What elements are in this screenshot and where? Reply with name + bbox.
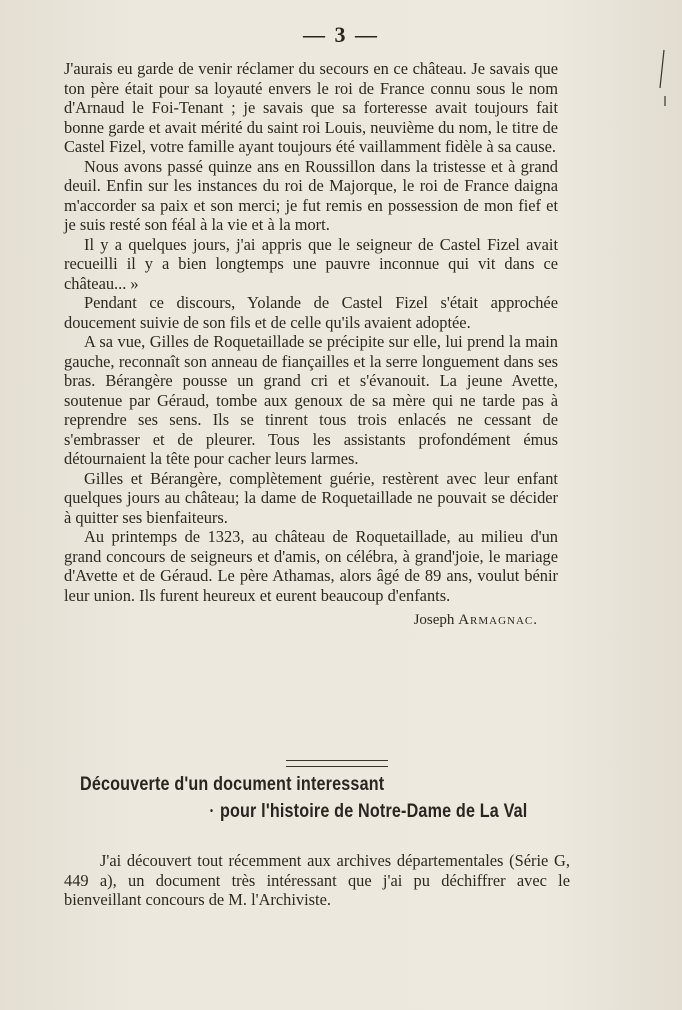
bullet-icon: • <box>210 806 214 818</box>
author-signature <box>64 611 558 631</box>
section-divider <box>286 760 388 767</box>
section-paragraph: J'ai découvert tout récemment aux archives départementales (Série G, 449 a), un document très intéressant que j'ai pu déchiffrer avec le bienveillant concours de M. l'Archiviste. <box>64 851 570 909</box>
section-heading-line-2-text: pour l'histoire de Notre-Dame de La Val <box>219 801 528 822</box>
paragraph: J'aurais eu garde de venir réclamer du secours en ce château. Je savais que ton père était pour sa loyauté envers le roi de France connu sous le nom d'Arnaud le Foi-Tenant ; je savais que sa forteresse avait toujours fait bonne garde et avait mérité du saint roi Louis, neuvième du nom, le titre de Castel Fizel, votre famille ayant toujours été vaillamment fidèle à sa cause. <box>64 59 558 156</box>
paragraph: Au printemps de 1323, au château de Roquetaillade, au milieu d'un grand concours de seigneurs et d'amis, on célébra, à grand'joie, le mariage d'Avette et de Géraud. Le père Athamas, alors âgé de 89 ans, voulut bénir leur union. Ils furent heureux et eurent beaucoup d'enfants. <box>64 527 558 605</box>
margin-pencil-mark <box>654 48 670 108</box>
paragraph: A sa vue, Gilles de Roquetaillade se précipite sur elle, lui prend la main gauche, reconnaît son anneau de fiançailles et la serre longuement dans ses bras. Bérangère pousse un grand cri et s'évanouit. La jeune Avette, soutenue par Géraud, tombe aux genoux de sa mère qui ne tarde pas à reprendre ses sens. Ils se tinrent tous trois enlacés ne cessant de s'embrasser et de pleurer. Tous les assistants profondément émus détournaient la tête pour cacher leurs larmes. <box>64 332 558 468</box>
paragraph: Pendant ce discours, Yolande de Castel Fizel s'était approchée doucement suivie de son fils et de celle qu'ils avaient adoptée. <box>64 293 558 332</box>
section-heading-line-1: Découverte d'un document interessant <box>80 774 385 795</box>
page-number: — 3 — <box>303 22 379 47</box>
paragraph: Nous avons passé quinze ans en Roussillon dans la tristesse et à grand deuil. Enfin sur les instances du roi de Majorque, le roi de France daigna m'accorder sa paix et son merci; je fut remis en possession de mon fief et je suis resté son féal à la vie et à la mort. <box>64 156 558 234</box>
paragraph: Il y a quelques jours, j'ai appris que le seigneur de Castel Fizel avait recueilli il y a bien longtemps une pauvre inconnue qui vit dans ce château... » <box>64 234 558 293</box>
paragraph: Gilles et Bérangère, complètement guérie, restèrent avec leur enfant quelques jours au château; la dame de Roquetaillade ne pouvait se décider à quitter ses bienfaiteurs. <box>64 468 558 527</box>
story-text <box>64 59 558 631</box>
author-first-name: Joseph <box>413 612 455 628</box>
section-heading-line-2 <box>210 801 567 823</box>
section-text <box>64 851 570 910</box>
author-last-name: Armagnac. <box>458 612 538 628</box>
